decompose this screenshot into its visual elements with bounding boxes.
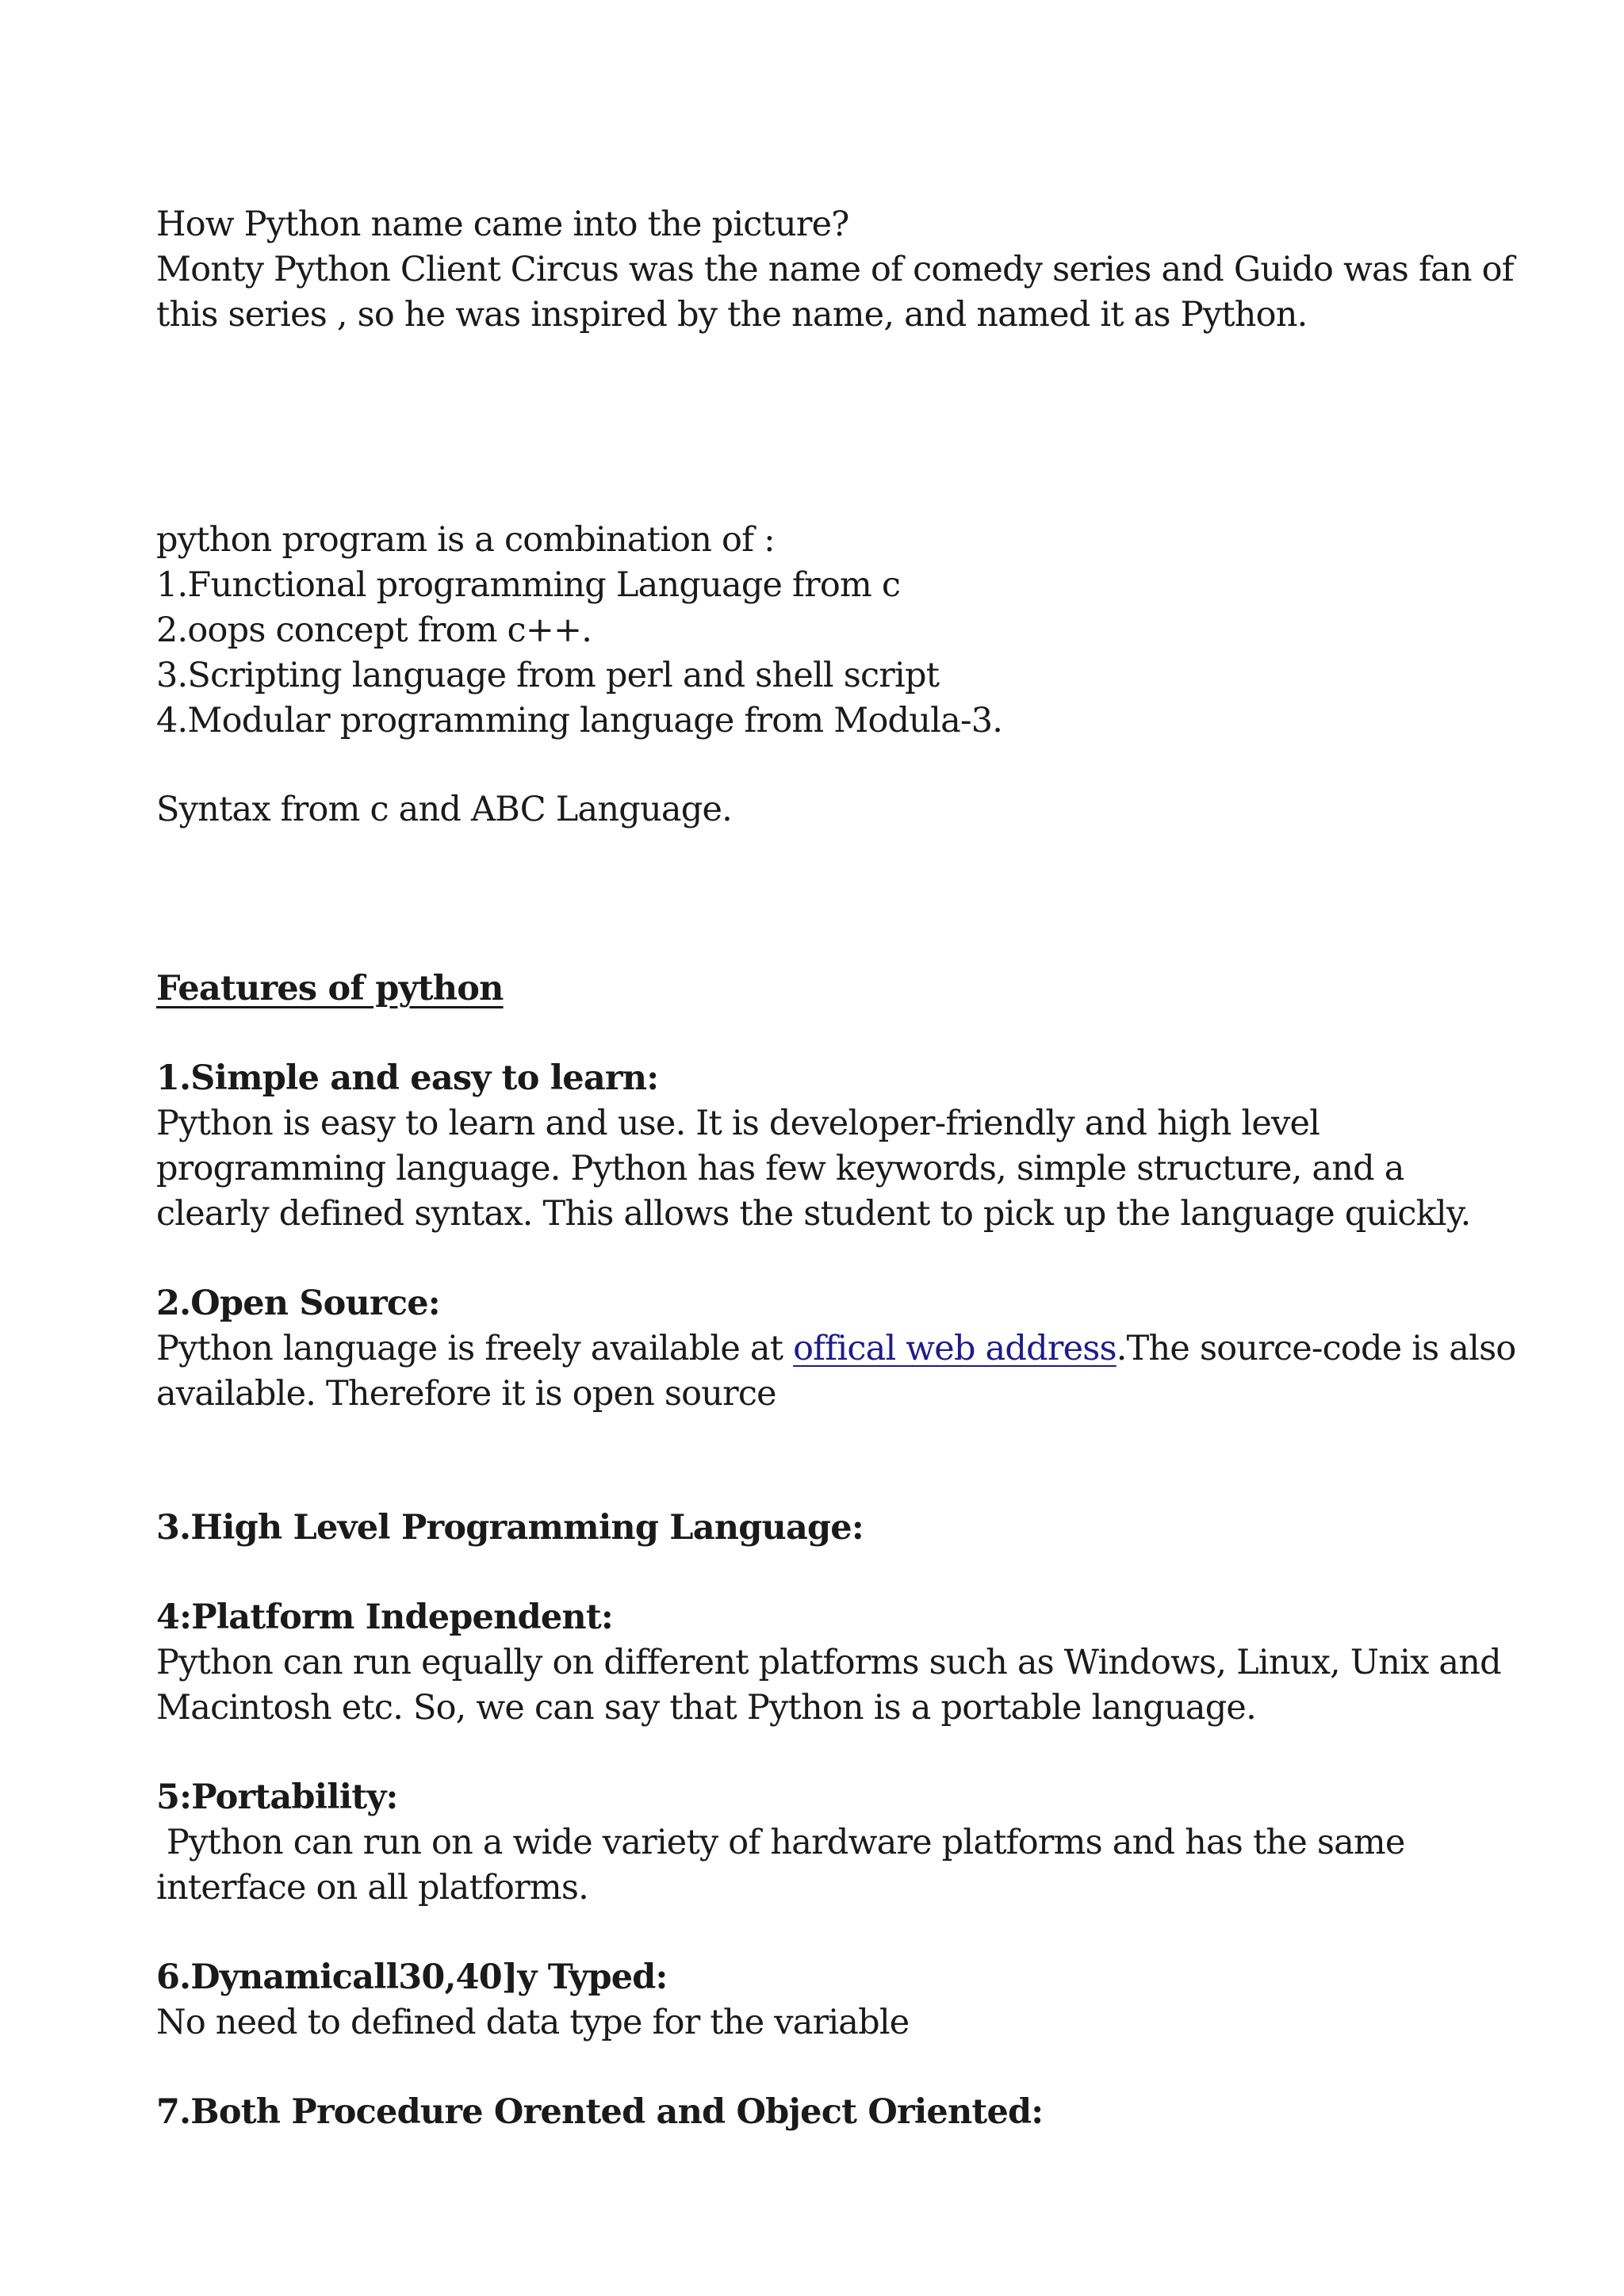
feature-text-line: Python can run on a wide variety of hardware platforms and has the same [156, 1823, 1405, 1862]
feature-procedure-object-oriented [156, 2090, 1504, 2135]
feature-text-line: No need to defined data type for the variable [156, 2003, 910, 2042]
feature-text-line: available. Therefore it is open source [156, 1374, 776, 1414]
feature-title: 4:Platform Independent: [156, 1598, 613, 1637]
feature-text-line: Python is easy to learn and use. It is developer-friendly and high level [156, 1104, 1320, 1143]
intro-question: How Python name came into the picture? [156, 205, 849, 244]
combination-lead: python program is a combination of : [156, 520, 775, 560]
feature-text-line: programming language. Python has few keywords, simple structure, and a [156, 1149, 1404, 1188]
syntax-note: Syntax from c and ABC Language. [156, 790, 732, 829]
combination-section [156, 518, 1504, 744]
feature-platform-independent [156, 1595, 1504, 1731]
syntax-note-section [156, 787, 1504, 832]
features-heading-section [156, 966, 1504, 1012]
open-source-text-after: .The source-code is also [1116, 1329, 1516, 1368]
open-source-text-before: Python language is freely available at [156, 1329, 794, 1368]
feature-dynamically-typed [156, 1955, 1504, 2045]
combination-item: 3.Scripting language from perl and shell script [156, 656, 940, 695]
intro-answer-line: this series , so he was inspired by the name, and named it as Python. [156, 295, 1308, 335]
feature-title: 5:Portability: [156, 1777, 398, 1817]
feature-text-line: Macintosh etc. So, we can say that Python is a portable language. [156, 1688, 1256, 1728]
feature-text-line: clearly defined syntax. This allows the student to pick up the language quickly. [156, 1194, 1471, 1234]
feature-title: 7.Both Procedure Orented and Object Oriented: [156, 2092, 1044, 2132]
official-web-address-link[interactable]: offical web address [793, 1329, 1116, 1368]
feature-high-level [156, 1506, 1504, 1551]
feature-title: 3.High Level Programming Language: [156, 1508, 864, 1548]
combination-item: 2.oops concept from c++. [156, 610, 592, 650]
combination-item: 4.Modular programming language from Modula-3. [156, 701, 1003, 740]
feature-text-line: Python can run equally on different platforms such as Windows, Linux, Unix and [156, 1643, 1501, 1682]
feature-text-line [156, 1326, 1516, 1372]
feature-title: 1.Simple and easy to learn: [156, 1058, 659, 1098]
feature-open-source [156, 1281, 1516, 1417]
features-heading: Features of python [156, 969, 504, 1008]
feature-text-line: interface on all platforms. [156, 1868, 589, 1908]
intro-answer-line: Monty Python Client Circus was the name of comedy series and Guido was fan of [156, 250, 1514, 289]
feature-title: 6.Dynamicall30,40]y Typed: [156, 1957, 668, 1997]
intro-section [156, 202, 1514, 338]
feature-title: 2.Open Source: [156, 1284, 440, 1323]
combination-item: 1.Functional programming Language from c [156, 565, 901, 605]
feature-portability [156, 1775, 1504, 1911]
feature-simple [156, 1056, 1504, 1237]
